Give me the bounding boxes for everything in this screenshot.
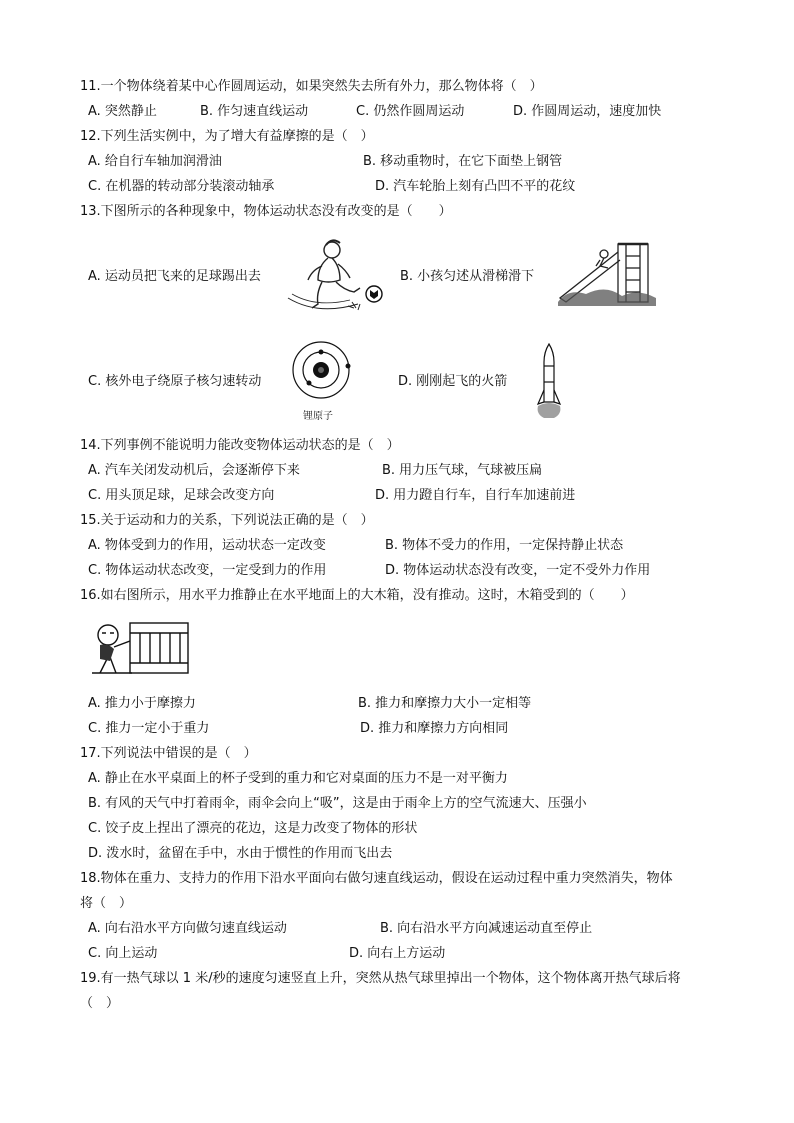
q14-option-d: D. 用力蹬自行车，自行车加速前进	[375, 488, 576, 503]
q13-option-d: D. 刚刚起飞的火箭	[398, 374, 508, 389]
slide-figure	[554, 238, 658, 308]
q17-option-a: A. 静止在水平桌面上的杯子受到的重力和它对桌面的压力不是一对平衡力	[88, 771, 508, 786]
atom-figure	[287, 340, 355, 422]
atom-caption: 锂原子	[303, 411, 333, 422]
q17-option-d: D. 泼水时，盆留在手中，水由于惯性的作用而飞出去	[88, 846, 393, 861]
q18-option-b: B. 向右沿水平方向减速运动直至停止	[380, 921, 593, 936]
q12-option-b: B. 移动重物时，在它下面垫上钢管	[363, 154, 563, 169]
q18-option-c: C. 向上运动	[88, 946, 158, 961]
q16-option-c: C. 推力一定小于重力	[88, 721, 210, 736]
question-14-stem: 14.下列事例不能说明力能改变物体运动状态的是（ ）	[80, 438, 400, 453]
q18-option-d: D. 向右上方运动	[349, 946, 446, 961]
q12-option-d: D. 汽车轮胎上刻有凸凹不平的花纹	[375, 179, 576, 194]
q13-option-b: B. 小孩匀述从滑梯滑下	[400, 269, 535, 284]
q17-option-c: C. 饺子皮上捏出了漂亮的花边，这是力改变了物体的形状	[88, 821, 418, 836]
q15-option-b: B. 物体不受力的作用，一定保持静止状态	[385, 538, 624, 553]
q15-option-d: D. 物体运动状态没有改变，一定不受外力作用	[385, 563, 651, 578]
question-18-stem: 18.物体在重力、支持力的作用下沿水平面向右做匀速直线运动，假设在运动过程中重力突然消失，物体	[80, 871, 673, 886]
q14-option-a: A. 汽车关闭发动机后，会逐渐停下来	[88, 463, 300, 478]
q11-option-d: D. 作圆周运动，速度加快	[513, 104, 662, 119]
q17-option-b: B. 有风的天气中打着雨伞，雨伞会向上“吸”，这是由于雨伞上方的空气流速大、压强小	[88, 796, 587, 811]
question-13-stem: 13.下图所示的各种现象中，物体运动状态没有改变的是（ ）	[80, 204, 452, 219]
pushing-crate-figure	[88, 617, 192, 677]
q14-option-b: B. 用力压气球，气球被压扁	[382, 463, 543, 478]
q16-option-b: B. 推力和摩擦力大小一定相等	[358, 696, 532, 711]
q15-option-a: A. 物体受到力的作用，运动状态一定改变	[88, 538, 326, 553]
question-19-stem: 19.有一热气球以 1 米/秒的速度匀速竖直上升，突然从热气球里掉出一个物体，这个物体离开热气球后将	[80, 971, 681, 986]
q15-option-c: C. 物体运动状态改变，一定受到力的作用	[88, 563, 327, 578]
q14-option-c: C. 用头顶足球，足球会改变方向	[88, 488, 275, 503]
q12-option-a: A. 给自行车轴加润滑油	[88, 154, 222, 169]
question-12-stem: 12.下列生活实例中，为了增大有益摩擦的是（ ）	[80, 129, 374, 144]
question-11-stem: 11.一个物体绕着某中心作圆周运动，如果突然失去所有外力，那么物体将（ ）	[80, 79, 543, 94]
q11-option-a: A. 突然静止	[88, 104, 157, 119]
soccer-player-figure	[282, 236, 386, 314]
q13-option-c: C. 核外电子绕原子核匀速转动	[88, 374, 262, 389]
q18-option-a: A. 向右沿水平方向做匀速直线运动	[88, 921, 287, 936]
question-17-stem: 17.下列说法中错误的是（ ）	[80, 746, 257, 761]
q11-option-c: C. 仍然作圆周运动	[356, 104, 465, 119]
question-18-stem-cont: 将（ ）	[80, 896, 133, 911]
question-16-stem: 16.如右图所示，用水平力推静止在水平地面上的大木箱，没有推动。这时，木箱受到的（ ）	[80, 588, 634, 603]
question-15-stem: 15.关于运动和力的关系，下列说法正确的是（ ）	[80, 513, 374, 528]
q13-option-a: A. 运动员把飞来的足球踢出去	[88, 269, 261, 284]
q12-option-c: C. 在机器的转动部分装滚动轴承	[88, 179, 275, 194]
q16-option-d: D. 推力和摩擦力方向相同	[360, 721, 509, 736]
q11-option-b: B. 作匀速直线运动	[200, 104, 309, 119]
q16-option-a: A. 推力小于摩擦力	[88, 696, 196, 711]
rocket-figure	[532, 340, 566, 420]
question-19-stem-cont: （ ）	[80, 996, 120, 1011]
